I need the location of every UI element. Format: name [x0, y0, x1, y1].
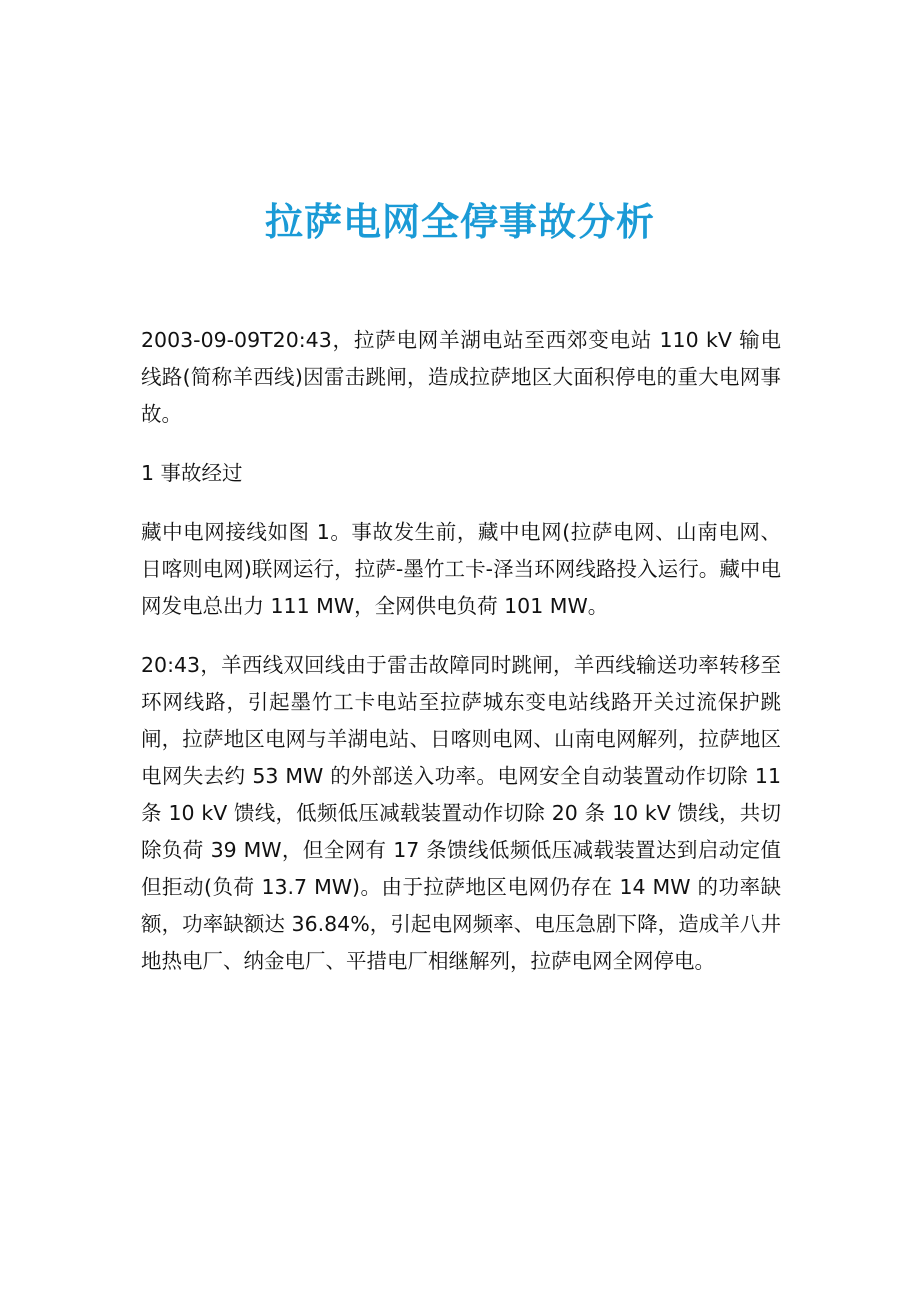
document-body [141, 322, 781, 1002]
body-paragraph: 20:43，羊西线双回线由于雷击故障同时跳闸，羊西线输送功率转移至环网线路，引起墨竹工卡电站至拉萨城东变电站线路开关过流保护跳闸，拉萨地区电网与羊湖电站、日喀则电网、山南电网解列，拉萨地区电网失去约 53 MW 的外部送入功率。电网安全自动装置动作切除 11 条 10 kV 馈线，低频低压减载装置动作切除 20 条 10 kV 馈线，共切除负荷 39 MW，但全网有 17 条馈线低频低压减载装置达到启动定值但拒动(负荷 13.7 MW)。由于拉萨地区电网仍存在 14 MW 的功率缺额，功率缺额达 36.84%，引起电网频率、电压急剧下降，造成羊八井地热电厂、纳金电厂、平措电厂相继解列，拉萨电网全网停电。 [141, 653, 781, 973]
document-title: 拉萨电网全停事故分析 [264, 200, 655, 244]
body-paragraph: 藏中电网接线如图 1。事故发生前，藏中电网(拉萨电网、山南电网、日喀则电网)联网运行，拉萨-墨竹工卡-泽当环网线路投入运行。藏中电网发电总出力 111 MW，全网供电负荷 101 MW。 [141, 520, 781, 618]
section-heading: 1 事故经过 [141, 461, 243, 485]
intro-paragraph: 2003-09-09T20:43，拉萨电网羊湖电站至西郊变电站 110 kV 输电线路(简称羊西线)因雷击跳闸，造成拉萨地区大面积停电的重大电网事故。 [141, 328, 781, 426]
